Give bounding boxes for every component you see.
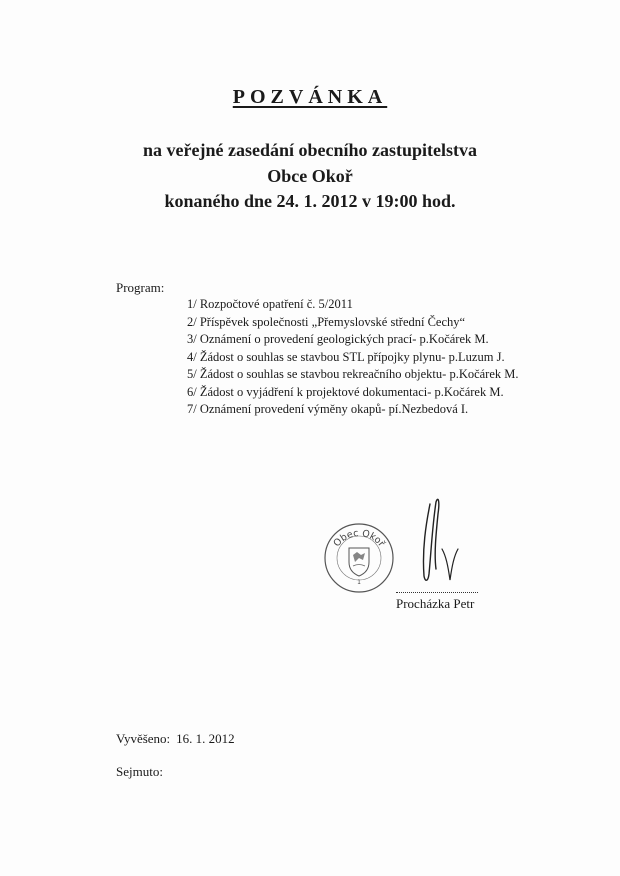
subtitle-municipality: Obce Okoř — [267, 166, 353, 186]
program-item: 1/ Rozpočtové opatření č. 5/2011 — [187, 297, 353, 311]
stamp-text: Obec Okoř — [331, 527, 387, 550]
program-item: 4/ Žádost o souhlas se stavbou STL přípojky plynu- p.Luzum J. — [187, 349, 505, 364]
program-item: 2/ Příspěvek společnosti „Přemyslovské střední Čechy“ — [187, 314, 466, 329]
program-list — [187, 296, 519, 419]
official-stamp — [323, 522, 395, 594]
program-label: Program: — [116, 280, 165, 295]
signer-name: Procházka Petr — [396, 596, 475, 611]
subtitle-meeting: na veřejné zasedání obecního zastupitelstva — [143, 140, 477, 160]
program-item: 7/ Oznámení provedení výměny okapů- pí.Nezbedová I. — [187, 402, 469, 416]
posted-date: 16. 1. 2012 — [176, 731, 235, 746]
removed-label: Sejmuto: — [116, 764, 163, 779]
program-item: 6/ Žádost o vyjádření k projektové dokumentaci- p.Kočárek M. — [187, 384, 504, 399]
subtitle-date: konaného dne 24. 1. 2012 v 19:00 hod. — [164, 191, 456, 211]
signature-mark — [412, 494, 462, 586]
program-item: 3/ Oznámení o provedení geologických prací- p.Kočárek M. — [187, 332, 489, 346]
posted-row — [116, 731, 235, 747]
document-title: POZVÁNKA — [232, 86, 388, 108]
program-item: 5/ Žádost o souhlas se stavbou rekreačního objektu- p.Kočárek M. — [187, 367, 519, 381]
coat-of-arms-icon — [349, 548, 369, 576]
stamp-number: 1 — [357, 579, 361, 586]
signature-line — [396, 592, 478, 593]
posted-label: Vyvěšeno: — [116, 731, 171, 746]
